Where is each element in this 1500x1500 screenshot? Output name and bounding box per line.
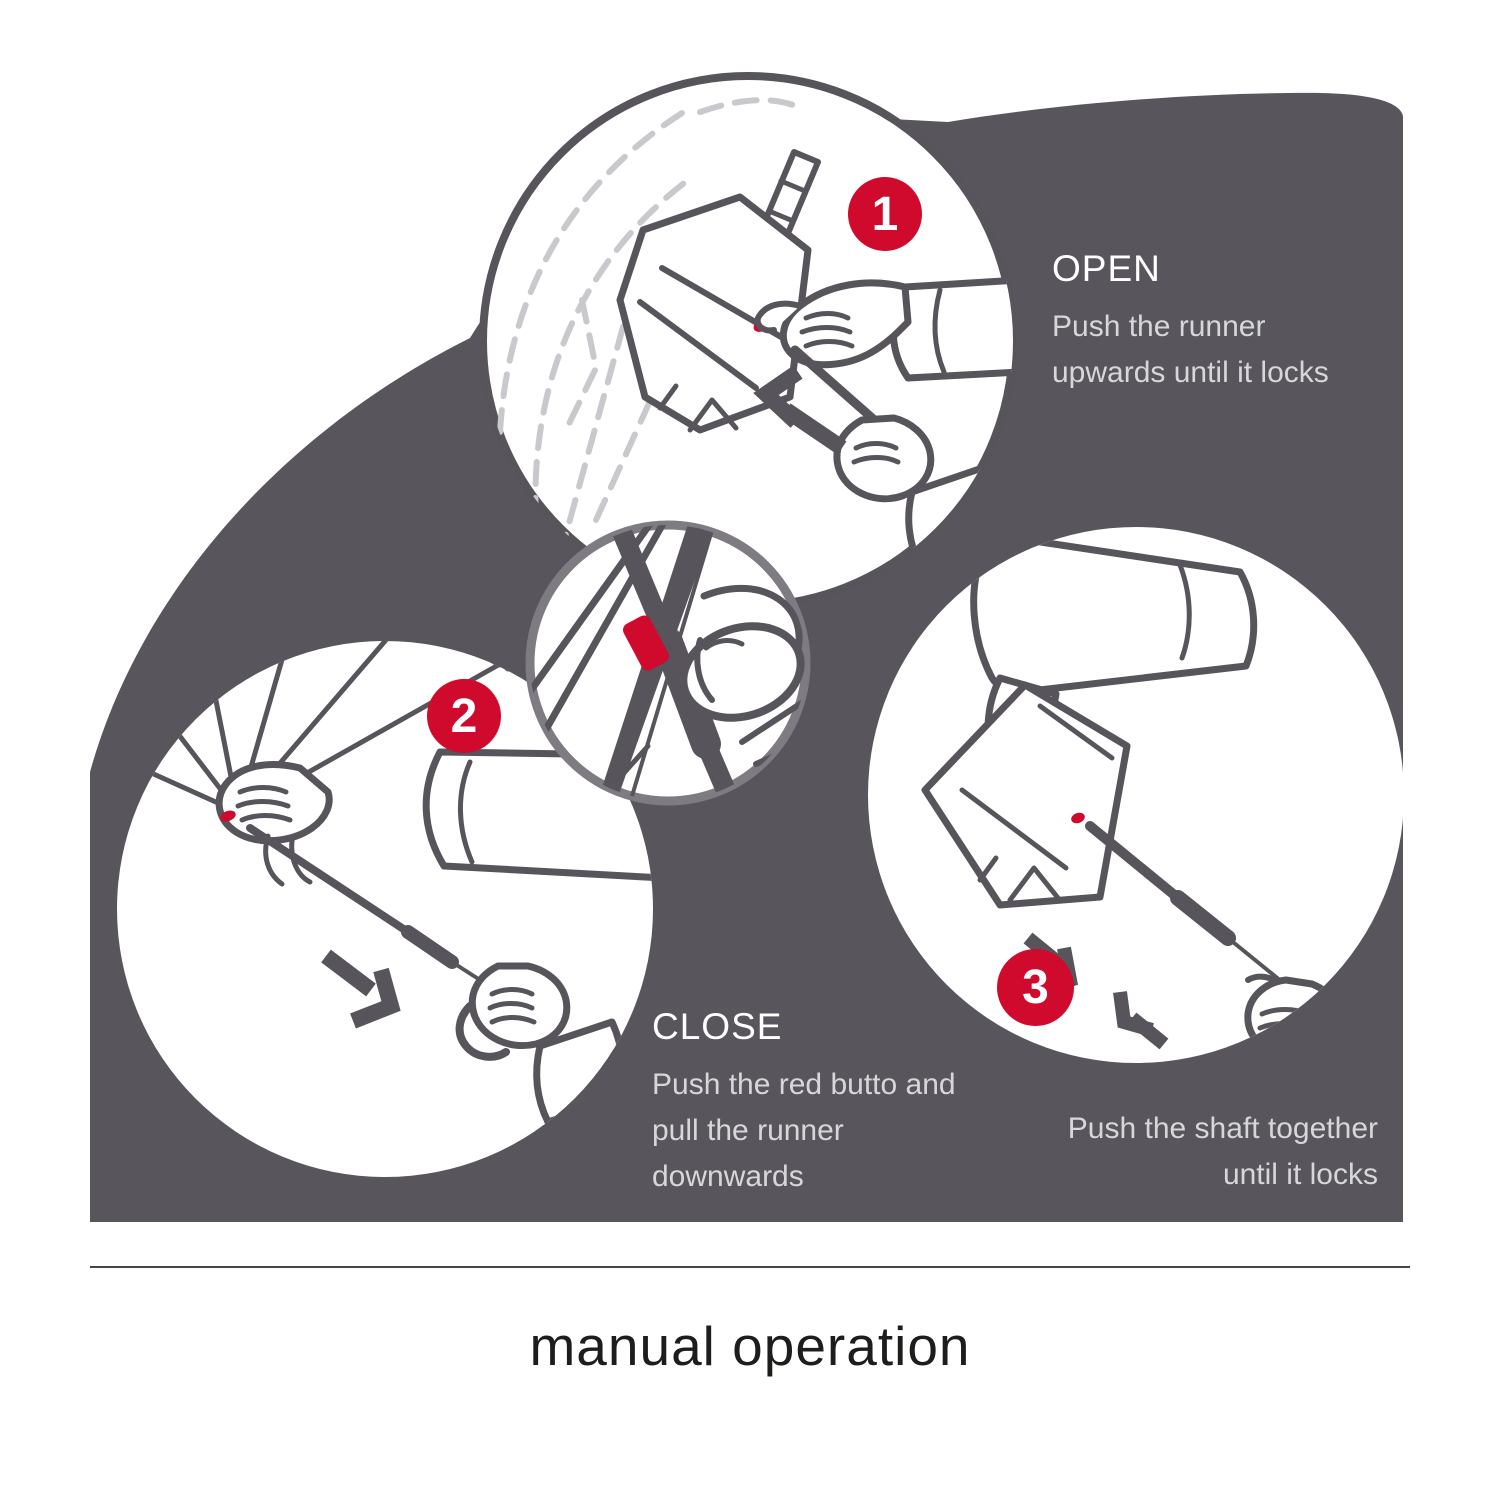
step-3-badge: 3 — [997, 949, 1074, 1026]
step-2-title: CLOSE — [652, 1006, 783, 1047]
instruction-line: pull the runner — [652, 1114, 844, 1147]
step-1-text — [1052, 248, 1329, 396]
instruction-line: Push the runner — [1052, 310, 1266, 343]
step-2-badge: 2 — [427, 679, 501, 753]
step-3-instructions — [1068, 1106, 1378, 1198]
step-1-instructions — [1052, 304, 1329, 396]
divider-line — [90, 1266, 1410, 1268]
instruction-line: until it locks — [1222, 1158, 1378, 1191]
instruction-line: Push the red butto and — [652, 1068, 956, 1101]
step-2-text — [652, 1006, 956, 1200]
step-2-instructions — [652, 1062, 956, 1200]
step-1-badge: 1 — [848, 177, 922, 251]
instruction-line: Push the shaft together — [1067, 1112, 1378, 1145]
diagram-caption: manual operation — [529, 1315, 971, 1377]
step-3-text — [1068, 1092, 1378, 1198]
step1-illustration — [483, 76, 1020, 606]
step-1-title: OPEN — [1052, 248, 1161, 289]
instruction-line: upwards until it locks — [1052, 356, 1329, 389]
instruction-line: downwards — [652, 1160, 804, 1193]
